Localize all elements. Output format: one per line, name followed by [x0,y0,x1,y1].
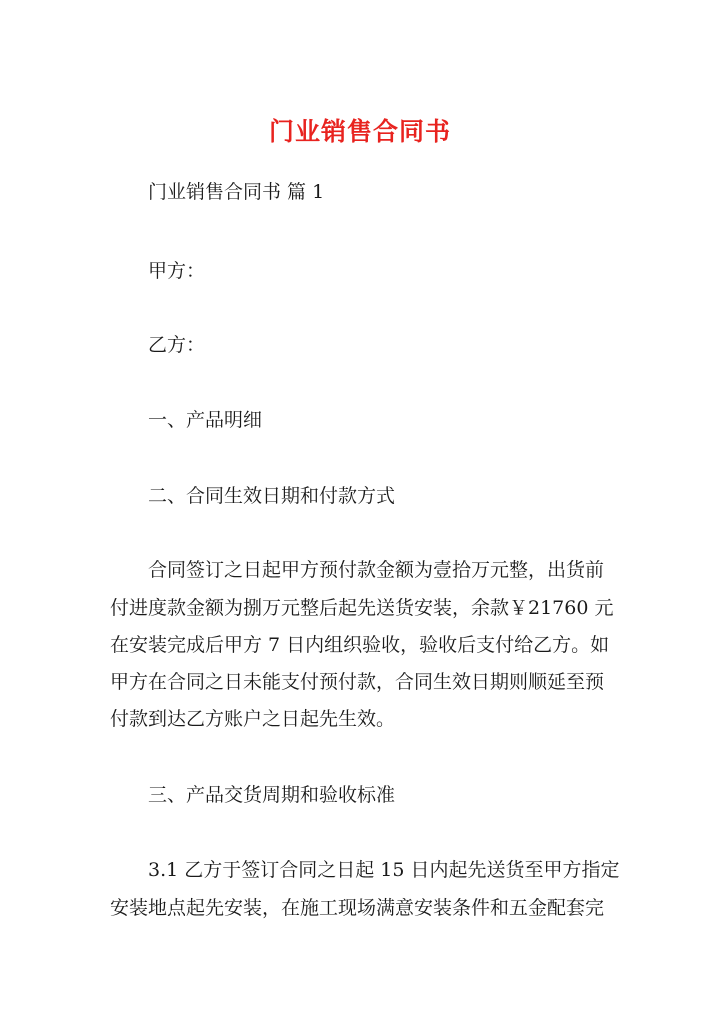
paragraph-1-line-5: 付款到达乙方账户之日起先生效。 [110,708,396,730]
document-title: 门业销售合同书 [268,117,451,146]
section-heading-2: 二、合同生效日期和付款方式 [148,485,396,507]
party-a-label: 甲方： [148,260,206,282]
document-subtitle: 门业销售合同书 篇 1 [148,181,325,203]
section-heading-3: 三、产品交货周期和验收标准 [148,784,396,806]
paragraph-1-line-3: 在安装完成后甲方 7 日内组织验收，验收后支付给乙方。如 [110,634,610,656]
paragraph-1-line-1: 合同签订之日起甲方预付款金额为壹拾万元整，出货前 [148,559,605,581]
paragraph-2-line-1: 3.1 乙方于签订合同之日起 15 日内起先送货至甲方指定 [148,859,620,881]
party-b-label: 乙方： [148,334,206,356]
paragraph-1-line-4: 甲方在合同之日未能支付预付款，合同生效日期则顺延至预 [110,671,605,693]
section-heading-1: 一、产品明细 [148,409,263,431]
paragraph-1-line-2: 付进度款金额为捌万元整后起先送货安装，余款￥21760 元 [110,597,614,619]
paragraph-2-line-2: 安装地点起先安装，在施工现场满意安装条件和五金配套完 [110,897,605,919]
